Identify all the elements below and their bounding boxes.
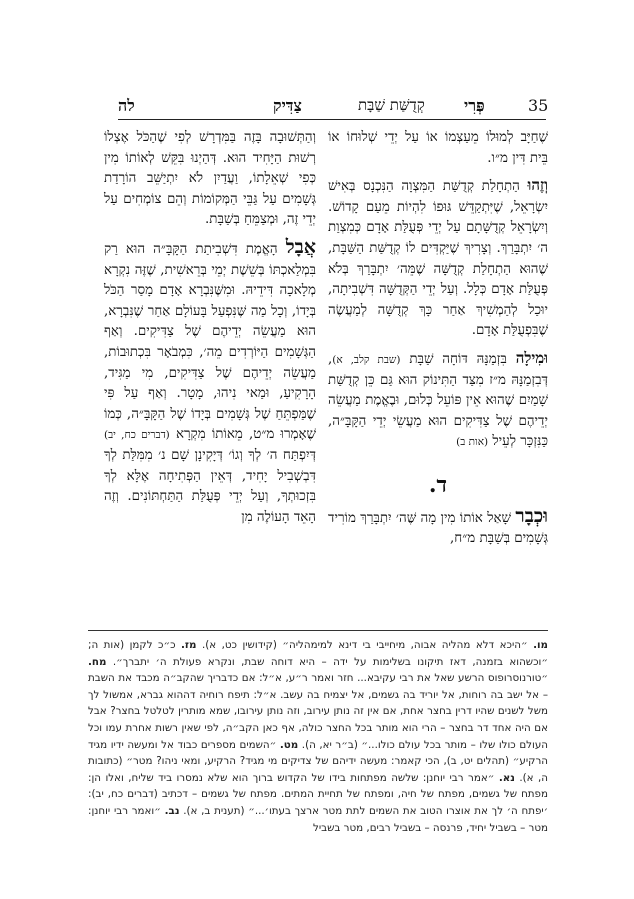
paragraph bbox=[104, 128, 316, 231]
paragraph bbox=[328, 506, 548, 550]
paragraph-text: הָאֱמֶת דִּשְׁבִיתַת הַקָּבָּ״ה הוּא רַק בִּמְלַאכְתּוֹ בְּשֵׁשֶׁת יְמֵי בְּרֵאשִׁית, שֶׁזֶּה נִקְרָא מְלָאכָה דִּידֵיהּ. וּמִשֶּׁנִּבְרָא אָדָם מָסַר הַכֹּל בְּיָדוֹ, וְכָל מַה שֶּׁנִּפְעַל בָּעוֹלָם אַחַר שֶׁנִּבְרָא, הוּא מַעֲשֵׂה יְדֵיהֶם שֶׁל צַדִּיקִים. וְאַף הַגְּשָׁמִים הַיּוֹרְדִים מֵה׳, כִּמְבֹאָר בִּכְתוּבוֹת, מַעֲשֵׂה יְדֵיהֶם שֶׁל צַדִּיקִים, מִי מַגִּיד, הָרָקִיעַ, וּמַאי נִיהוּ, מָטָר. וְאַף עַל פִּי שֶׁמַּפְתֵּחַ שֶׁל גְּשָׁמִים בְּיָדוֹ שֶׁל הַקָּבָּ״ה, כְּמוֹ שֶׁאָמְרוּ מ״ט, מֵאוֹתוֹ מִקְרָא bbox=[104, 241, 316, 443]
header-title-tzadik: צַדִּיק bbox=[273, 96, 302, 115]
footnote-marker: מט. bbox=[279, 738, 299, 751]
footnotes-block bbox=[88, 637, 548, 836]
footnote-marker: נב. bbox=[164, 804, 180, 817]
paragraph-lead-word: וּכְבָר bbox=[515, 504, 548, 527]
footnotes-divider bbox=[88, 630, 548, 631]
paragraph-lead-word: אֲבָל bbox=[285, 235, 316, 258]
header-divider bbox=[118, 119, 546, 120]
page-number: 35 bbox=[528, 96, 549, 115]
source-reference: (שבת קלב, א) bbox=[332, 353, 401, 366]
footnote-marker: נא. bbox=[498, 771, 515, 784]
footnote-text: ״ואמר רבי יוחנן: מטר – בשביל יחיד, פרנסה – בשביל רבים, מטר בשביל bbox=[88, 804, 548, 834]
footnote-text: ״טורנוסרופוס הרשע שאל את רבי עקיבא... חזר ואמר ר״ע, א״ל: אם כדבריך שהקב״ה מכבד את השבת – אל ישב בה רוחות, אל יוריד בה גשמים, אל יצמיח בה עשב. א״ל: תיפח רוחיה דההוא גברא, אמשול לך משל לשנים שהיו דרין בחצר אחת, אם אין זה נותן עירוב, וזה נותן עירובו, שמא מותרין לטלטל בחצר? אבל אם היה אחד דר בחצר – הרי הוא מותר בכל החצר כולה, אף כאן הקב״ה, לפי שאין רשות אחרת עמו וכל העולם כולו שלו – מותר בכל עולם כולו...״ (ב״ר יא, ה). bbox=[88, 672, 548, 751]
footnote-marker: מו. bbox=[533, 639, 548, 651]
paragraph-text: שֶׁחַיָּב לְמוּלוֹ מֵעַצְמוֹ אוֹ עַל יְדֵי שְׁלוּחוֹ אוֹ בֵּית דִּין מ״ו. bbox=[328, 130, 548, 166]
paragraph-text: שָׁאַל אוֹתוֹ מִין מָה שֶּׁה׳ יִתְבָּרַךְ מוֹרִיד גְּשָׁמִים בְּשַׁבָּת מ״ח, bbox=[328, 510, 548, 547]
running-header bbox=[118, 96, 549, 118]
paragraph-text: דְּיִפְתַּח ה׳ לְךָ וְגוֹ׳ דְּיָקִינָן שָׁם נ׳ מִמִּלַּת לְךָ דִּבְשְׁבִיל יָחִיד, דְּאֵין הַפְּתִיחָה אֶלָּא לְךָ בִּזְכוּתְךָ, וְעַל יְדֵי פְּעֻלַּת הַתַּחְתּוֹנִים. וְזֶה הָאֵד הָעוֹלֶה מִן bbox=[104, 447, 316, 525]
paragraph bbox=[328, 175, 548, 342]
footnote-text: ״השמים מספרים כבוד אל ומעשה ידיו מגיד הרקיע״ (תהלים יט, ב), הכי קאמר: מעשה ידיהם של צדיקים מי מגיד? הרקיע, ומאי ניהו? מטר״ (כתובות ה, א). bbox=[88, 738, 549, 784]
header-title-kodesh-shabbat: קְדֻשַּׁת שַׁבָּת bbox=[358, 96, 425, 114]
paragraph-text: וְהַתְּשׁוּבָה בָּזֶה בַּמִּדְרָשׁ לְפִי שֶׁהַכֹּל אֶצְלוֹ רְשׁוּת הַיָּחִיד הוּא. דְּהַיְנוּ בִּקֵּשׁ לְאוֹתוֹ מִין כְּפִי שְׁאֵלָתוֹ, וַעֲדַיִן לֹא יִתְיַשֵּׁב הוֹרָדַת גְּשָׁמִים עַל גַּבֵּי הַמְּקוֹמוֹת וְהֵם צוֹמְחִים עַל יְדֵי זֶה, וּמְצַמֵּחַ בְּשַׁבָּת. bbox=[104, 130, 316, 228]
hebrew-folio-number: לה bbox=[118, 96, 135, 115]
paragraph-text: בִּזְמַנָּהּ דּוֹחָה שַׁבָּת bbox=[409, 351, 507, 367]
footnote-text: ״היכא דלא מהליה אבוה, מיחייבי בי דינא למימהליה״ (קידושין כט, א). bbox=[201, 639, 528, 651]
footnote-text: כ״כ לקמן (אות ה; ״וכשהוא בזמנה, דאז תיקונו בשלימות על ידה – היא דוחה שבת, ונקרא פעולת ה׳ יתברך״. bbox=[88, 639, 548, 668]
footnote-marker: מז. bbox=[181, 639, 197, 651]
source-reference: (דברים כח, יב) bbox=[104, 429, 170, 442]
paragraph bbox=[104, 237, 316, 528]
paragraph bbox=[328, 348, 548, 453]
paragraph-text: , דְּבִזְמַנָּהּ מ״ז מִצַּד הַתִּינוֹק הוּא גַּם כֵּן קְדֻשַּׁת שָׁמַיִם שֶׁהוּא אֵין פּוֹעֵל כְּלוּם, וּבֶאֱמֶת מַעֲשֵׂה יְדֵיהֶם שֶׁל צַדִּיקִים הוּא מַעֲשֵׂי יְדֵי הַקָּבָּ״ה, כַּנִּזְכָּר לְעֵיל bbox=[328, 351, 548, 450]
footnote-text: ״אמר רבי יוחנן: שלשה מפתחות בידו של הקדוש ברוך הוא שלא נמסרו ביד שליח, ואלו הן: מפתח של גשמים, מפתח של חיה, ומפתח של תחיית המתים. מפתח של גשמים – דכתיב (דברים כח, יב): ׳יפתח ה׳ לך את אוצרו הטוב את השמים לתת מטר ארצך בעתו׳...״ (תענית ב, א). bbox=[88, 771, 549, 817]
left-text-column bbox=[104, 128, 316, 534]
footnote-marker: מח. bbox=[88, 655, 107, 668]
source-reference: (אות ב) bbox=[456, 436, 489, 449]
paragraph-lead-word: וְזֶהוּ bbox=[527, 176, 548, 195]
paragraph-text: הַתְחָלַת קְדֻשַּׁת הַמִּצְוָה הַנִּכְנָס בְּאִישׁ יִשְׂרָאֵל, שֶׁיִּתְקַדֵּשׁ גּוּפוֹ לִהְיוֹת מֵעַם קָדוֹשׁ. וְיִשְׂרָאֵל קְדֻשָּׁתָם עַל יְדֵי פְּעֻלַּת אָדָם כְּמִצְוַת ה׳ יִתְבָּרַךְ. וְצָרִיךְ שֶׁיַּקְדִּים לוֹ קְדֻשַּׁת הַשַּׁבָּת, שֶׁהוּא הַתְחָלַת קְדֻשָּׁה שֶׁמֵּה׳ יִתְבָּרַךְ בְּלֹא פְּעֻלַּת אָדָם כְּלָל. וְעַל יְדֵי הַקְּדֻשָּׁה דִּשְׁבִיתָה, יוּכַל לְהַמְשִׁיךְ אַחַר כָּךְ קְדֻשָּׁה לְמַעֲשֶׂה שֶׁבִּפְעֻלַּת אָדָם. bbox=[328, 179, 548, 339]
header-title-peri: פְּרִי bbox=[464, 96, 485, 115]
paragraph bbox=[328, 128, 548, 169]
paragraph-lead-word: וּמִילָה bbox=[515, 348, 548, 367]
section-marker: ד. bbox=[428, 471, 448, 498]
right-text-column bbox=[328, 128, 548, 556]
